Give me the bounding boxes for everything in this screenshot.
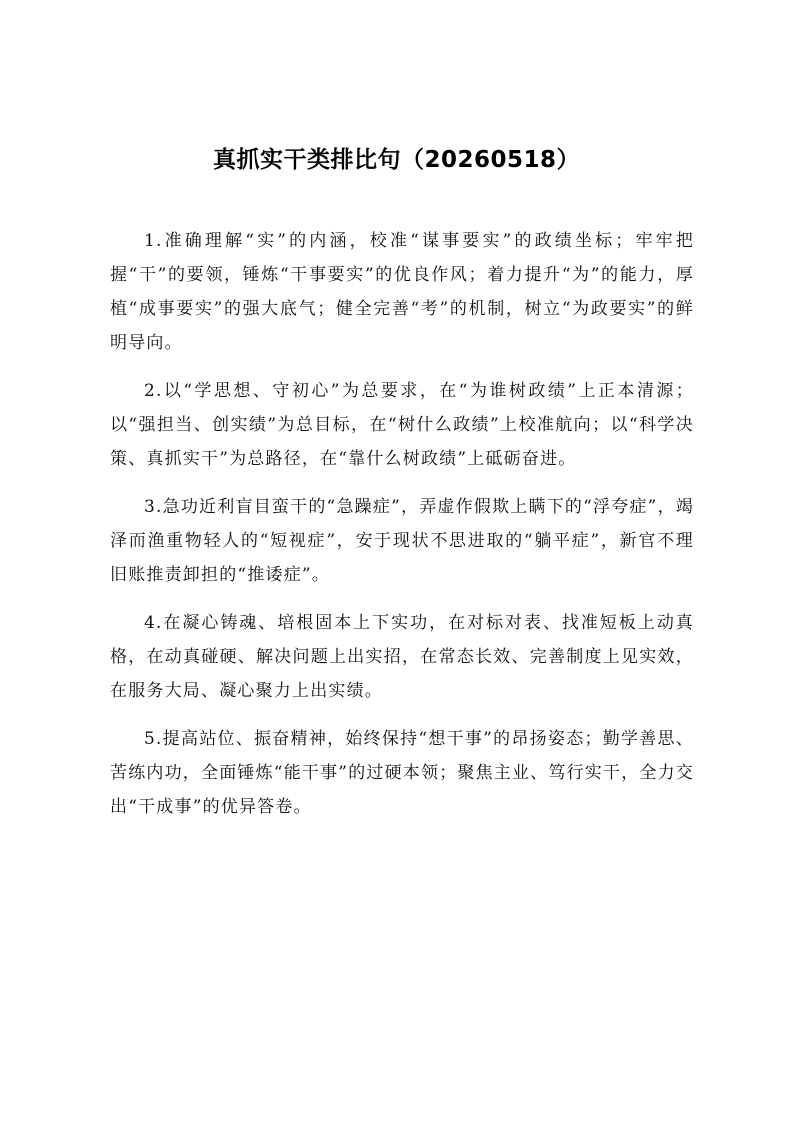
paragraph-5: 5.提高站位、振奋精神，始终保持“想干事”的昂扬姿态；勤学善思、苦练内功，全面锤炼“能干事”的过硬本领；聚焦主业、笃行实干，全力交出“干成事”的优异答卷。: [110, 729, 694, 817]
paragraph-3: 3.急功近利盲目蛮干的“急躁症”，弄虚作假欺上瞒下的“浮夸症”，竭泽而渔重物轻人的“短视症”，安于现状不思进取的“躺平症”，新官不理旧账推责卸担的“推诿症”。: [110, 497, 694, 585]
paragraph-2: 2.以“学思想、守初心”为总要求，在“为谁树政绩”上正本清源；以“强担当、创实绩”为总目标，在“树什么政绩”上校准航向；以“科学决策、真抓实干”为总路径，在“靠什么树政绩”上砥砺奋进。: [110, 381, 694, 469]
document-title: 真抓实干类排比句（20260518）: [212, 147, 581, 173]
document-body: [110, 224, 694, 838]
paragraph-1: 1.准确理解“实”的内涵，校准“谋事要实”的政绩坐标；牢牢把握“干”的要领，锤炼“干事要实”的优良作风；着力提升“为”的能力，厚植“成事要实”的强大底气；健全完善“考”的机制，树立“为政要实”的鲜明导向。: [110, 231, 694, 353]
paragraph-4: 4.在凝心铸魂、培根固本上下实功，在对标对表、找准短板上动真格，在动真碰硬、解决问题上出实招，在常态长效、完善制度上见实效，在服务大局、凝心聚力上出实绩。: [110, 613, 694, 701]
